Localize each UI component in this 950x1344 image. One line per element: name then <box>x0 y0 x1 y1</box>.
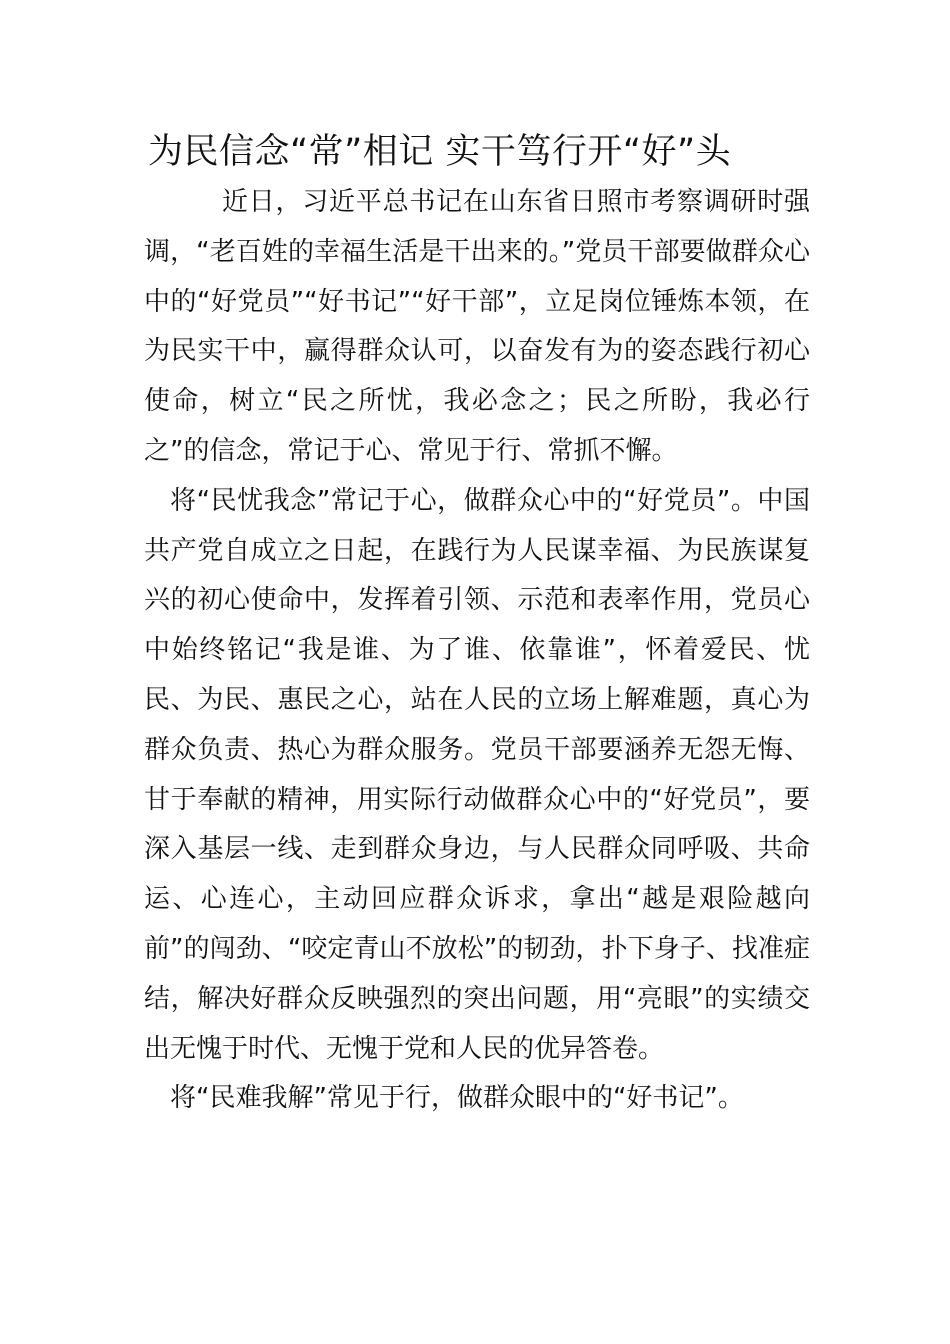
paragraph-intro: 近日，习近平总书记在山东省日照市考察调研时强调，“老百姓的幸福生活是干出来的。”党员干部要做群众心中的“好党员”“好书记”“好干部”，立足岗位锤炼本领，在为民实干中，赢得群众认可，以奋发有为的姿态践行初心使命，树立“民之所忧，我必念之；民之所盼，我必行之”的信念，常记于心、常见于行、常抓不懈。 <box>144 187 810 466</box>
document-body <box>144 178 810 1124</box>
document-title: 为民信念“常”相记 实干笃行开“好”头 <box>148 132 732 172</box>
paragraph-good-secretary: 将“民难我解”常见于行，做群众眼中的“好书记”。 <box>170 1083 744 1114</box>
paragraph-good-party-member: 将“民忧我念”常记于心，做群众心中的“好党员”。中国共产党自成立之日起，在践行为人民谋幸福、为民族谋复兴的初心使命中，发挥着引领、示范和表率作用，党员心中始终铭记“我是谁、为了谁、依靠谁”，怀着爱民、忧民、为民、惠民之心，站在人民的立场上解难题，真心为群众负责、热心为群众服务。党员干部要涵养无怨无悔、甘于奉献的精神，用实际行动做群众心中的“好党员”，要深入基层一线、走到群众身边，与人民群众同呼吸、共命运、心连心，主动回应群众诉求，拿出“越是艰险越向前”的闯劲、“咬定青山不放松”的韧劲，扑下身子、找准症结，解决好群众反映强烈的突出问题，用“亮眼”的实绩交出无愧于时代、无愧于党和人民的优异答卷。 <box>144 485 810 1064</box>
